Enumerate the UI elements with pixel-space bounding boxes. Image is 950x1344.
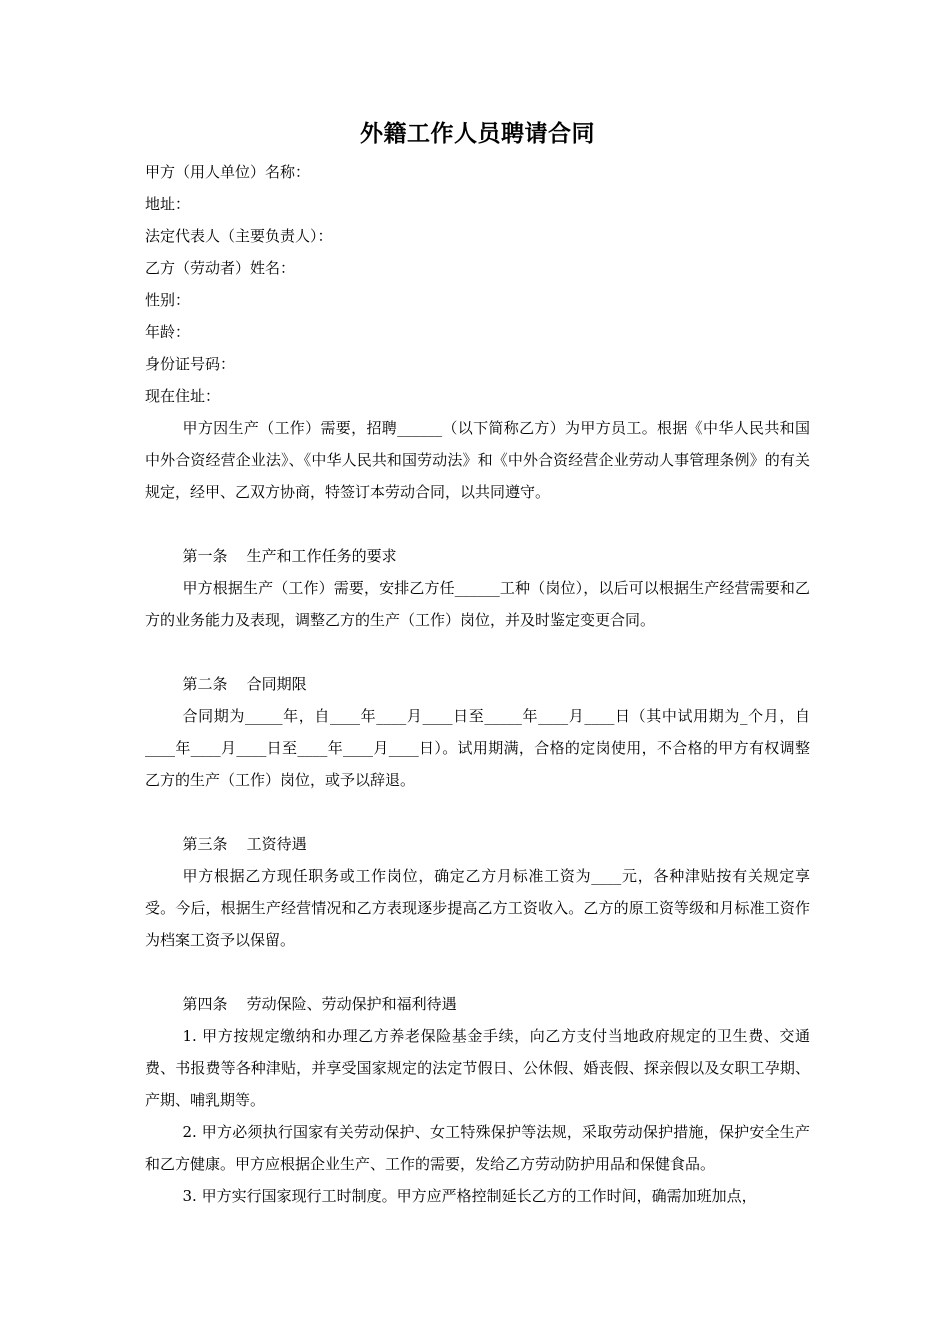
article-4-item-1: 1. 甲方按规定缴纳和办理乙方养老保险基金手续，向乙方支付当地政府规定的卫生费、交通费、书报费等各种津贴，并享受国家规定的法定节假日、公休假、婚丧假、探亲假以及女职工孕期、产期、哺乳期等。 — [145, 1027, 810, 1109]
section-spacer — [145, 796, 810, 828]
field-employer-name: 甲方（用人单位）名称： — [145, 163, 311, 181]
field-legal-representative: 法定代表人（主要负责人）： — [145, 227, 333, 245]
field-employee-name: 乙方（劳动者）姓名： — [145, 259, 296, 277]
article-4-heading: 第四条 劳动保险、劳动保护和福利待遇 — [182, 995, 457, 1013]
document-title: 外籍工作人员聘请合同 — [360, 121, 595, 147]
contract-page — [145, 112, 810, 1212]
section-spacer — [145, 636, 810, 668]
field-gender: 性别： — [145, 291, 191, 309]
field-id-number: 身份证号码： — [145, 355, 236, 373]
article-4-item-2: 2. 甲方必须执行国家有关劳动保护、女工特殊保护等法规，采取劳动保护措施，保护安全生产和乙方健康。甲方应根据企业生产、工作的需要，发给乙方劳动防护用品和保健食品。 — [145, 1123, 810, 1173]
article-1-body: 甲方根据生产（工作）需要，安排乙方任______工种（岗位），以后可以根据生产经营需要和乙方的业务能力及表现，调整乙方的生产（工作）岗位，并及时鉴定变更合同。 — [145, 579, 810, 629]
article-4-item-3: 3. 甲方实行国家现行工时制度。甲方应严格控制延长乙方的工作时间，确需加班加点， — [182, 1187, 757, 1205]
section-spacer — [145, 508, 810, 540]
field-current-address: 现在住址： — [145, 387, 221, 405]
section-spacer — [145, 956, 810, 988]
article-3-body: 甲方根据乙方现任职务或工作岗位，确定乙方月标准工资为____元，各种津贴按有关规定享受。今后，根据生产经营情况和乙方表现逐步提高乙方工资收入。乙方的原工资等级和月标准工资作为档案工资予以保留。 — [145, 867, 810, 949]
article-2-body: 合同期为_____年，自____年____月____日至_____年____月____日（其中试用期为_个月，自____年____月____日至____年____月____日）。试用期满，合格的定岗使用，不合格的甲方有权调整乙方的生产（工作）岗位，或予以辞退。 — [145, 707, 810, 789]
article-3-heading: 第三条 工资待遇 — [182, 835, 307, 853]
intro-paragraph: 甲方因生产（工作）需要，招聘______（以下简称乙方）为甲方员工。根据《中华人民共和国中外合资经营企业法》、《中华人民共和国劳动法》和《中外合资经营企业劳动人事管理条例》的有关规定，经甲、乙双方协商，特签订本劳动合同，以共同遵守。 — [145, 419, 810, 501]
article-2-heading: 第二条 合同期限 — [182, 675, 307, 693]
article-1-heading: 第一条 生产和工作任务的要求 — [182, 547, 397, 565]
field-address: 地址： — [145, 195, 191, 213]
field-age: 年龄： — [145, 323, 191, 341]
